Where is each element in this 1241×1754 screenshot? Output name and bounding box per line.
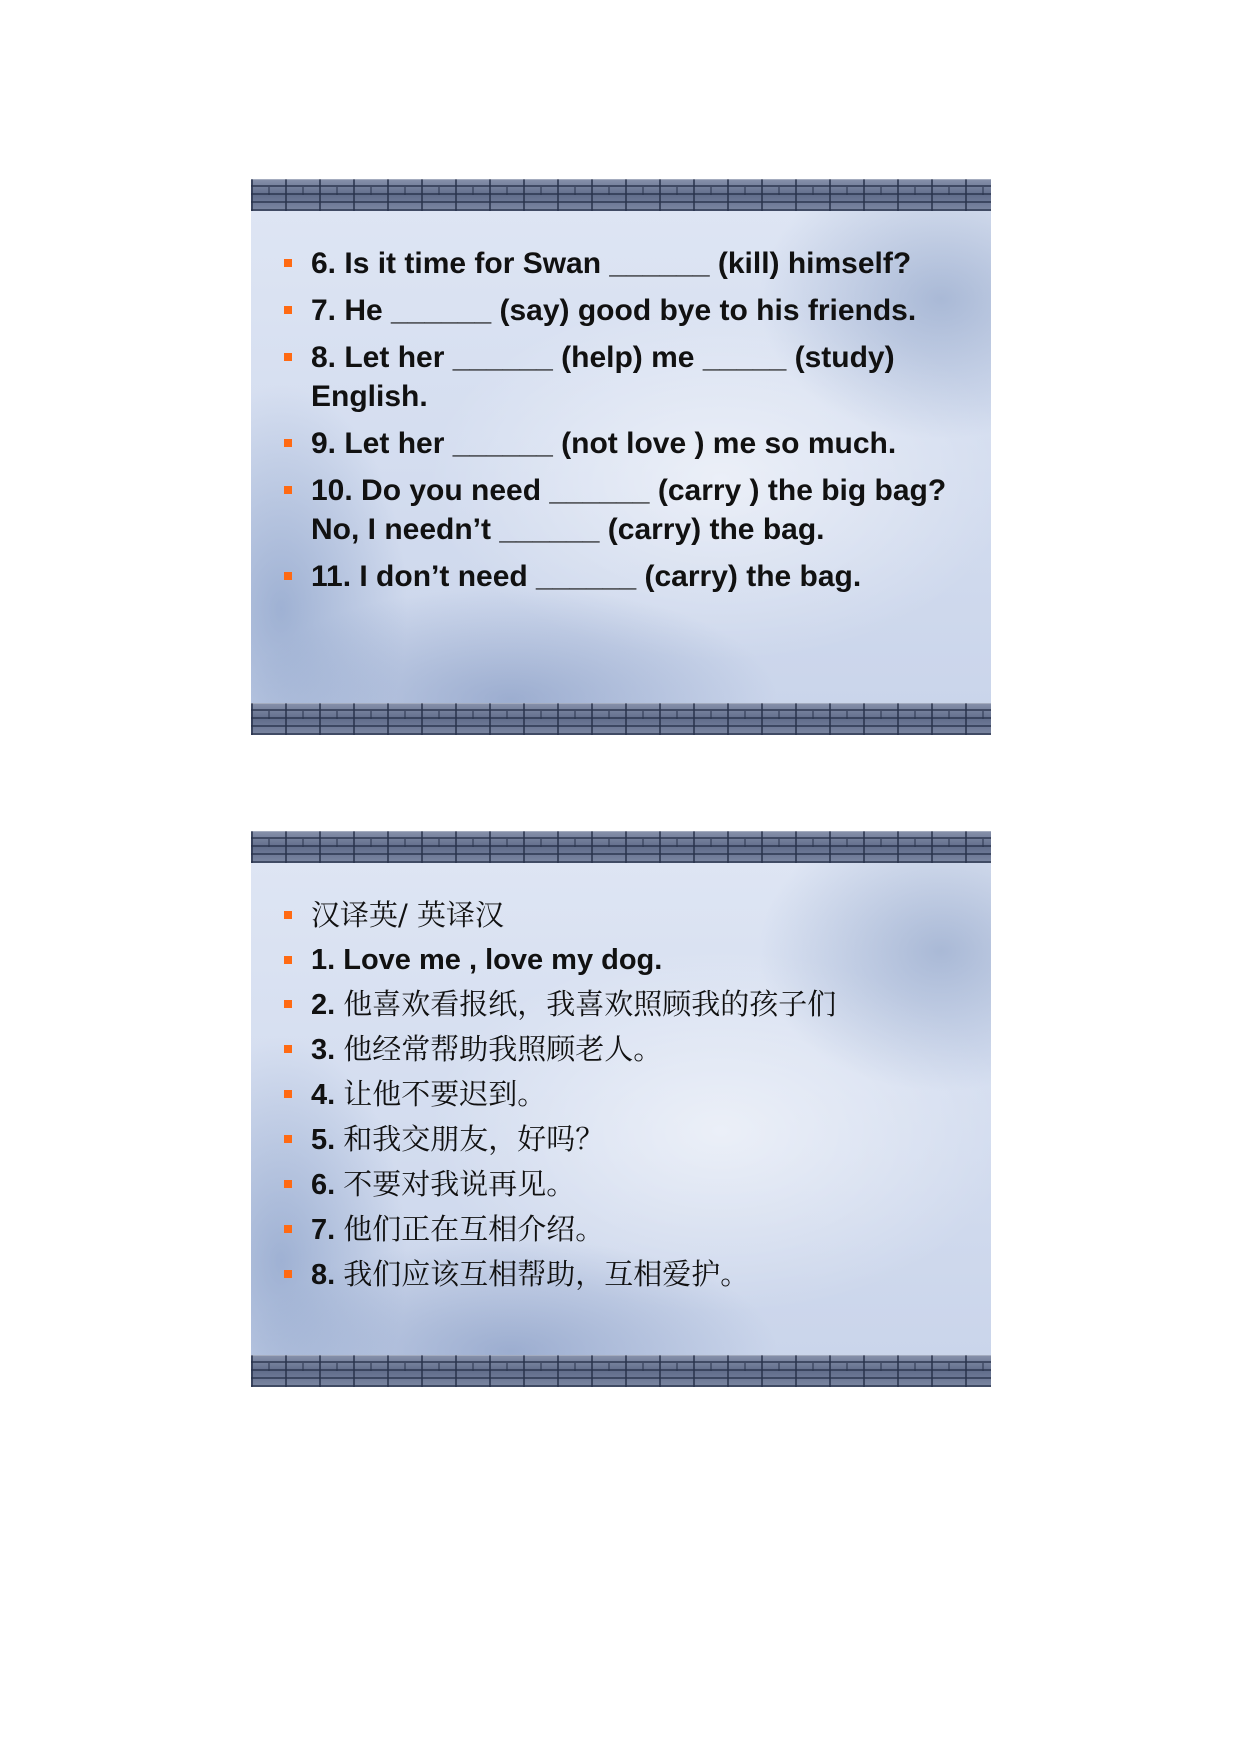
item-text: 7. He ______ (say) good bye to his friends. [311, 294, 917, 327]
list-item [284, 424, 985, 463]
square-bullet-icon [284, 353, 292, 361]
item-text: 6. Is it time for Swan ______ (kill) himself? [311, 247, 912, 280]
item-text: 1. Love me , love my dog. [311, 944, 663, 976]
square-bullet-icon [284, 956, 292, 964]
slide-translation [251, 831, 991, 1387]
list-item [284, 1120, 985, 1160]
list-item [284, 291, 985, 330]
list-item [284, 471, 985, 549]
item-text: 让他不要迟到。 [343, 1077, 547, 1111]
list-item [284, 1165, 985, 1205]
brick-border-bottom [251, 703, 991, 735]
item-text: 他喜欢看报纸，我喜欢照顾我的孩子们 [343, 987, 837, 1021]
list-item [284, 941, 985, 980]
item-text: 不要对我说再见。 [343, 1167, 576, 1201]
exercise-list [284, 244, 985, 604]
brick-border-top [251, 831, 991, 863]
item-number: 8. [311, 1259, 336, 1291]
section-heading: 汉译英/ 英译汉 [311, 898, 504, 932]
square-bullet-icon [284, 306, 292, 314]
square-bullet-icon [284, 572, 292, 580]
item-text: 他经常帮助我照顾老人。 [343, 1032, 663, 1066]
brick-border-bottom [251, 1355, 991, 1387]
square-bullet-icon [284, 1045, 292, 1053]
square-bullet-icon [284, 1270, 292, 1278]
list-item-heading [284, 896, 985, 936]
list-item [284, 338, 985, 416]
item-number: 2. [311, 989, 336, 1021]
square-bullet-icon [284, 439, 292, 447]
square-bullet-icon [284, 1135, 292, 1143]
list-item [284, 557, 985, 596]
translation-list [284, 896, 985, 1300]
square-bullet-icon [284, 1090, 292, 1098]
square-bullet-icon [284, 911, 292, 919]
item-text: 和我交朋友，好吗？ [343, 1122, 605, 1156]
square-bullet-icon [284, 486, 292, 494]
item-number: 4. [311, 1079, 336, 1111]
item-text: 9. Let her ______ (not love ) me so much. [311, 427, 897, 460]
brick-border-top [251, 179, 991, 211]
square-bullet-icon [284, 1000, 292, 1008]
square-bullet-icon [284, 1180, 292, 1188]
square-bullet-icon [284, 259, 292, 267]
item-number: 3. [311, 1034, 336, 1066]
item-text: 8. Let her ______ (help) me _____ (study) English. [311, 341, 895, 413]
list-item [284, 1075, 985, 1115]
item-text: 我们应该互相帮助，互相爱护。 [343, 1257, 750, 1291]
square-bullet-icon [284, 1225, 292, 1233]
item-text: 他们正在互相介绍。 [343, 1212, 605, 1246]
list-item [284, 1210, 985, 1250]
slide-exercises [251, 179, 991, 735]
list-item [284, 1030, 985, 1070]
list-item [284, 1255, 985, 1295]
item-text: 10. Do you need ______ (carry ) the big bag? No, I needn’t ______ (carry) the bag. [311, 474, 947, 546]
item-number: 7. [311, 1214, 336, 1246]
item-number: 6. [311, 1169, 336, 1201]
item-text: 11. I don’t need ______ (carry) the bag. [311, 560, 862, 593]
list-item [284, 244, 985, 283]
list-item [284, 985, 985, 1025]
item-number: 5. [311, 1124, 336, 1156]
